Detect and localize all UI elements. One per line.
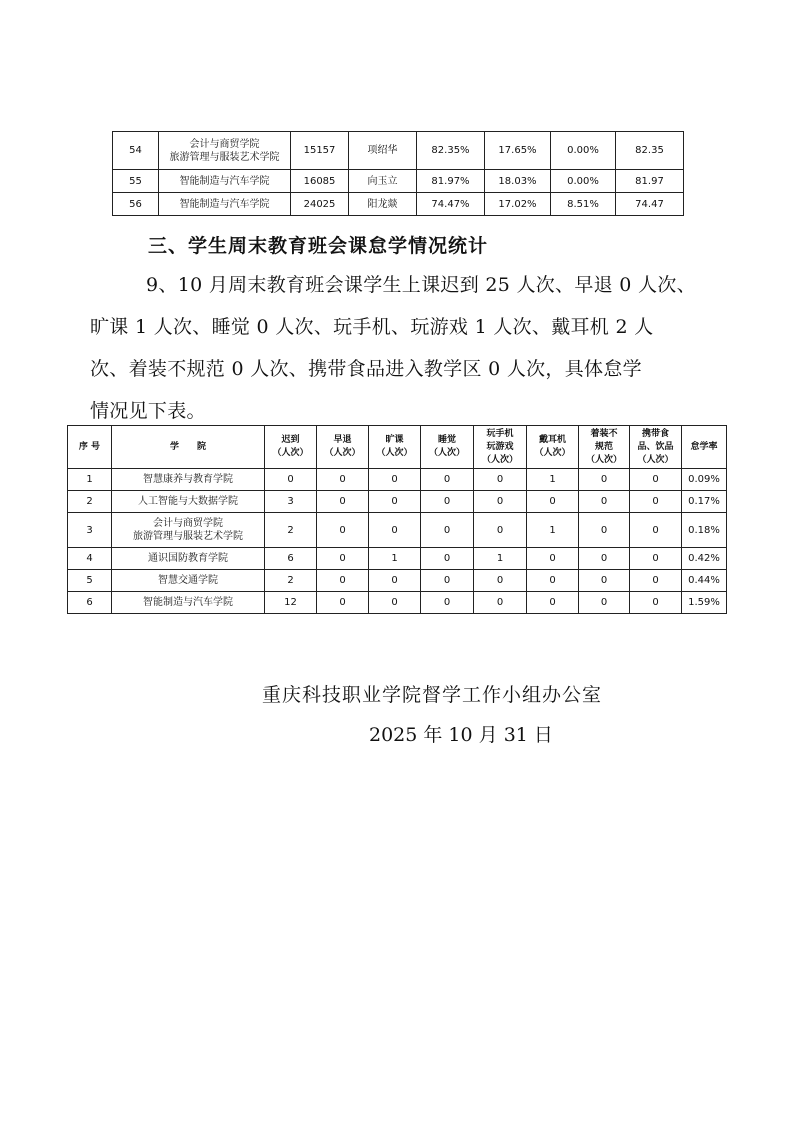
row-absent: 0: [369, 491, 421, 513]
header-line: 迟到: [281, 435, 300, 445]
row-absent: 0: [369, 592, 421, 614]
row-id: 16085: [291, 170, 349, 193]
paragraph-line: 情况见下表。: [90, 400, 206, 422]
row-sleep: 0: [421, 570, 474, 592]
row-college: [159, 132, 291, 170]
header-line: 序 号: [78, 441, 101, 452]
row-late: 3: [265, 491, 317, 513]
header-line: 早退: [333, 435, 352, 445]
college-line: 会计与商贸学院: [189, 138, 260, 150]
row-early: 0: [317, 548, 369, 570]
table-row: [113, 170, 684, 193]
row-food: 0: [630, 592, 682, 614]
header-absent: [369, 426, 421, 469]
row-college: [112, 548, 265, 570]
header-line: （人次）: [534, 448, 571, 458]
header-line: 携带食: [641, 428, 669, 439]
row-no: 6: [68, 592, 112, 614]
row-no: 55: [113, 170, 159, 193]
issue-date: 2025 年 10 月 31 日: [369, 724, 553, 746]
college-line: 会计与商贸学院: [153, 518, 223, 529]
row-early: 0: [317, 592, 369, 614]
table-row: [68, 592, 727, 614]
row-earphone: 0: [527, 592, 579, 614]
row-sleep: 0: [421, 513, 474, 548]
row-sleep: 0: [421, 548, 474, 570]
header-line: （人次）: [481, 454, 518, 465]
row-earphone: 1: [527, 469, 579, 491]
row-earphone: 0: [527, 491, 579, 513]
row-rate2: 17.02%: [485, 193, 551, 216]
row-no: 2: [68, 491, 112, 513]
row-rate1: 82.35%: [417, 132, 485, 170]
table-row: [68, 513, 727, 548]
row-food: 0: [630, 513, 682, 548]
header-line: 规范: [594, 441, 613, 452]
row-phone: 0: [474, 570, 527, 592]
row-late: 6: [265, 548, 317, 570]
header-early: [317, 426, 369, 469]
section-paragraph: [90, 264, 720, 432]
class-attendance-table: [67, 425, 727, 614]
header-line: （人次）: [585, 454, 622, 465]
header-line: （人次）: [272, 448, 309, 458]
header-line: （人次）: [376, 448, 413, 458]
row-earphone: 0: [527, 548, 579, 570]
row-rate2: 17.65%: [485, 132, 551, 170]
college-line: 通识国防教育学院: [148, 553, 228, 564]
row-score: 81.97: [616, 170, 684, 193]
table-row: [68, 491, 727, 513]
header-line: （人次）: [324, 448, 361, 458]
row-no: 54: [113, 132, 159, 170]
row-absent: 1: [369, 548, 421, 570]
header-line: 玩游戏: [486, 441, 514, 452]
row-id: 15157: [291, 132, 349, 170]
row-name: 向玉立: [349, 170, 417, 193]
row-score: 74.47: [616, 193, 684, 216]
header-line: 玩手机: [486, 428, 514, 439]
header-line: 怠学率: [690, 441, 718, 452]
row-rate2: 18.03%: [485, 170, 551, 193]
header-no: [68, 426, 112, 469]
row-dress: 0: [579, 491, 630, 513]
row-dress: 0: [579, 513, 630, 548]
table-row: [113, 132, 684, 170]
row-rate: 0.44%: [682, 570, 727, 592]
row-early: 0: [317, 491, 369, 513]
row-phone: 0: [474, 491, 527, 513]
row-late: 0: [265, 469, 317, 491]
row-early: 0: [317, 513, 369, 548]
row-name: 项绍华: [349, 132, 417, 170]
header-food: [630, 426, 682, 469]
row-college: [112, 592, 265, 614]
college-line: 人工智能与大数据学院: [138, 496, 238, 507]
row-phone: 0: [474, 469, 527, 491]
row-phone: 1: [474, 548, 527, 570]
section-heading: 三、学生周末教育班会课怠学情况统计: [148, 235, 489, 257]
paragraph-line: 旷课 1 人次、睡觉 0 人次、玩手机、玩游戏 1 人次、戴耳机 2 人: [90, 316, 654, 338]
row-dress: 0: [579, 548, 630, 570]
row-earphone: 0: [527, 570, 579, 592]
header-line: 品、饮品: [637, 441, 674, 452]
header-dress: [579, 426, 630, 469]
row-no: 56: [113, 193, 159, 216]
header-late: [265, 426, 317, 469]
paragraph-line: 9、10 月周末教育班会课学生上课迟到 25 人次、早退 0 人次、: [146, 274, 696, 296]
row-college: [112, 491, 265, 513]
college-line: 智慧康养与教育学院: [143, 474, 233, 485]
row-rate3: 0.00%: [551, 170, 616, 193]
table-header-row: [68, 426, 727, 469]
row-phone: 0: [474, 592, 527, 614]
table-row: [68, 570, 727, 592]
college-line: 智慧交通学院: [158, 575, 218, 586]
row-dress: 0: [579, 570, 630, 592]
header-phone: [474, 426, 527, 469]
row-food: 0: [630, 491, 682, 513]
row-rate3: 0.00%: [551, 132, 616, 170]
row-late: 2: [265, 570, 317, 592]
header-college: [112, 426, 265, 469]
row-absent: 0: [369, 513, 421, 548]
row-late: 2: [265, 513, 317, 548]
row-absent: 0: [369, 469, 421, 491]
row-dress: 0: [579, 469, 630, 491]
row-food: 0: [630, 570, 682, 592]
row-earphone: 1: [527, 513, 579, 548]
college-line: 智能制造与汽车学院: [179, 198, 270, 210]
row-college: [159, 193, 291, 216]
college-line: 智能制造与汽车学院: [179, 175, 270, 187]
header-line: （人次）: [637, 454, 674, 465]
header-rate: [682, 426, 727, 469]
header-sleep: [421, 426, 474, 469]
row-food: 0: [630, 469, 682, 491]
row-no: 4: [68, 548, 112, 570]
header-line: 学 院: [169, 441, 206, 452]
header-line: 着装不: [590, 428, 618, 439]
row-rate1: 74.47%: [417, 193, 485, 216]
row-no: 5: [68, 570, 112, 592]
row-score: 82.35: [616, 132, 684, 170]
row-college: [112, 513, 265, 548]
row-early: 0: [317, 570, 369, 592]
header-line: 睡觉: [437, 435, 456, 445]
row-phone: 0: [474, 513, 527, 548]
row-no: 3: [68, 513, 112, 548]
college-line: 旅游管理与服装艺术学院: [169, 151, 280, 163]
row-food: 0: [630, 548, 682, 570]
college-line: 智能制造与汽车学院: [143, 597, 233, 608]
row-college: [159, 170, 291, 193]
row-id: 24025: [291, 193, 349, 216]
row-absent: 0: [369, 570, 421, 592]
row-no: 1: [68, 469, 112, 491]
row-college: [112, 570, 265, 592]
row-rate3: 8.51%: [551, 193, 616, 216]
table-row: [68, 469, 727, 491]
row-dress: 0: [579, 592, 630, 614]
row-rate: 1.59%: [682, 592, 727, 614]
row-early: 0: [317, 469, 369, 491]
header-earphone: [527, 426, 579, 469]
college-line: 旅游管理与服装艺术学院: [133, 531, 243, 542]
row-sleep: 0: [421, 469, 474, 491]
row-sleep: 0: [421, 491, 474, 513]
issuing-office: 重庆科技职业学院督学工作小组办公室: [262, 684, 603, 706]
row-rate: 0.18%: [682, 513, 727, 548]
header-line: 戴耳机: [538, 435, 566, 445]
row-rate: 0.42%: [682, 548, 727, 570]
row-college: [112, 469, 265, 491]
teacher-stats-table: [112, 131, 684, 216]
header-line: （人次）: [428, 448, 465, 458]
table-row: [68, 548, 727, 570]
row-rate: 0.09%: [682, 469, 727, 491]
row-rate1: 81.97%: [417, 170, 485, 193]
header-line: 旷课: [385, 435, 404, 445]
row-sleep: 0: [421, 592, 474, 614]
row-rate: 0.17%: [682, 491, 727, 513]
table-row: [113, 193, 684, 216]
row-name: 阳龙燚: [349, 193, 417, 216]
row-late: 12: [265, 592, 317, 614]
paragraph-line: 次、着装不规范 0 人次、携带食品进入教学区 0 人次，具体怠学: [90, 358, 642, 380]
